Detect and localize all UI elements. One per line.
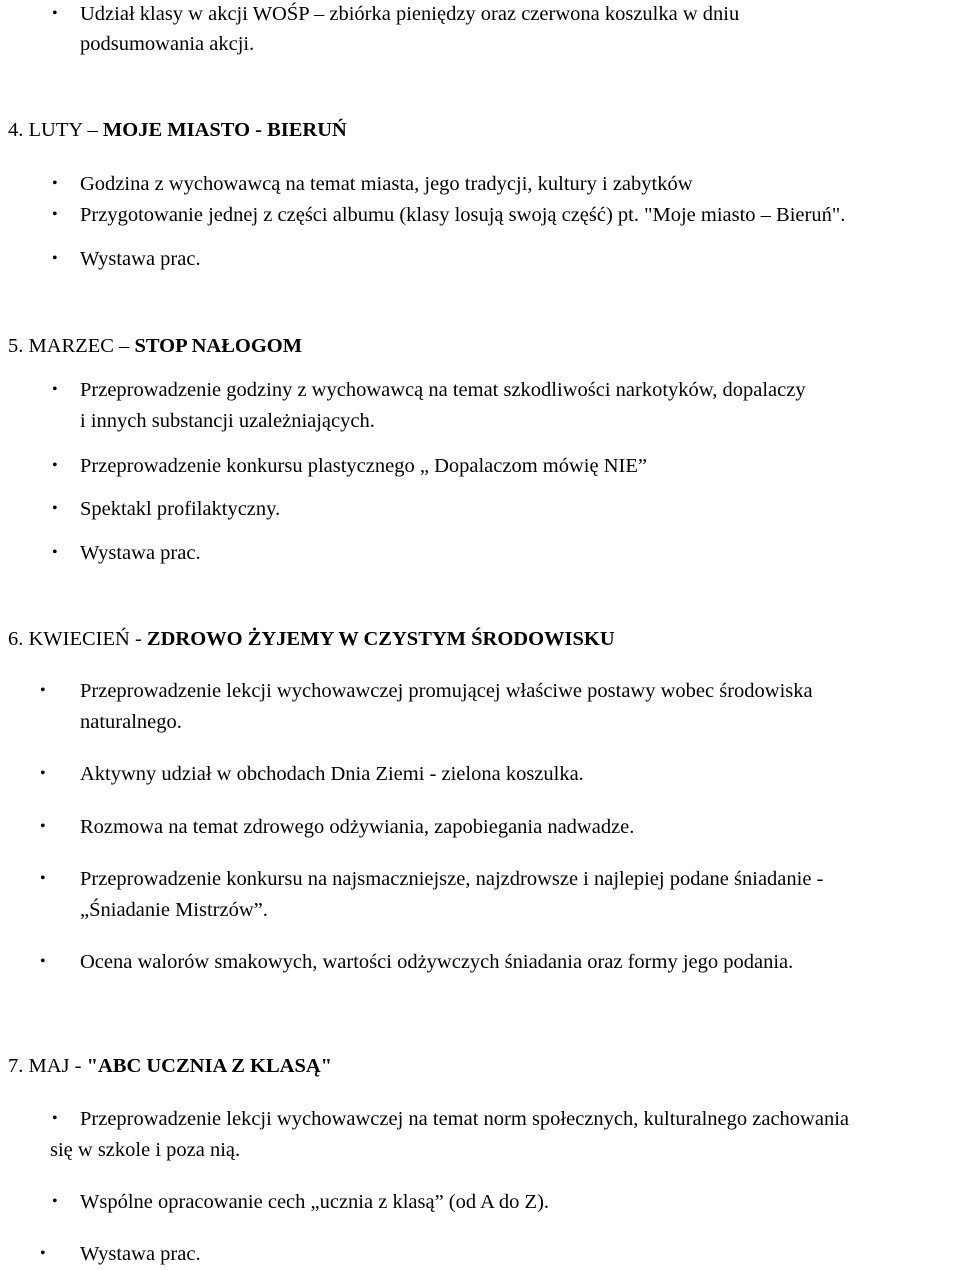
- section-7-item-1-line1: Przeprowadzenie lekcji wychowawczej na temat norm społecznych, kulturalnego zachowania: [80, 1108, 849, 1130]
- section-5-item-1-line2: i innych substancji uzależniających.: [80, 410, 375, 432]
- section-6-title: ZDROWO ŻYJEMY W CZYSTYM ŚRODOWISKU: [146, 628, 615, 650]
- section-5-item: Wystawa prac.: [80, 542, 201, 564]
- section-7-item-3: Wystawa prac.: [80, 1243, 201, 1265]
- section-5-item: Przeprowadzenie konkursu plastycznego „ Dopalaczom mówię NIE”: [80, 455, 647, 477]
- section-7-title: "ABC UCZNIA Z KLASĄ": [86, 1055, 333, 1077]
- intro-item-line1: Udział klasy w akcji WOŚP – zbiórka pieniędzy oraz czerwona koszulka w dniu: [80, 3, 740, 25]
- bullet-icon: •: [52, 1193, 58, 1210]
- bullet-icon: •: [52, 500, 58, 517]
- section-4-item: Wystawa prac.: [80, 248, 201, 270]
- section-5-item: Spektakl profilaktyczny.: [80, 498, 281, 520]
- bullet-icon: •: [52, 381, 58, 398]
- section-6-item-2: Aktywny udział w obchodach Dnia Ziemi - zielona koszulka.: [80, 763, 584, 785]
- section-4-prefix: 4. LUTY –: [8, 119, 103, 141]
- section-4-item: Przygotowanie jednej z części albumu (klasy losują swoją część) pt. "Moje miasto – Bieruń".: [80, 204, 846, 226]
- section-5-item-1-line1: Przeprowadzenie godziny z wychowawcą na temat szkodliwości narkotyków, dopalaczy: [80, 379, 806, 401]
- section-6-item-5: Ocena walorów smakowych, wartości odżywczych śniadania oraz formy jego podania.: [80, 951, 794, 973]
- section-7-item-2: Wspólne opracowanie cech „ucznia z klasą” (od A do Z).: [80, 1191, 550, 1213]
- section-6-item-3: Rozmowa na temat zdrowego odżywiania, zapobiegania nadwadze.: [80, 816, 635, 838]
- section-4-item: Godzina z wychowawcą na temat miasta, jego tradycji, kultury i zabytków: [80, 173, 693, 195]
- section-5-prefix: 5. MARZEC –: [8, 335, 135, 357]
- section-6-heading: [8, 627, 615, 651]
- bullet-icon: •: [52, 250, 58, 267]
- section-6-item-4-line2: „Śniadanie Mistrzów”.: [80, 899, 268, 921]
- bullet-icon: •: [40, 1245, 46, 1262]
- bullet-icon: •: [40, 870, 46, 887]
- section-6-item-1-line2: naturalnego.: [80, 711, 182, 733]
- intro-item-line2: podsumowania akcji.: [80, 33, 255, 55]
- section-7-prefix: 7. MAJ -: [8, 1055, 87, 1077]
- section-6-item-1-line1: Przeprowadzenie lekcji wychowawczej promującej właściwe postawy wobec środowiska: [80, 680, 813, 702]
- bullet-icon: •: [40, 953, 46, 970]
- bullet-icon: •: [52, 457, 58, 474]
- bullet-icon: •: [52, 5, 58, 22]
- section-4-title: MOJE MIASTO - BIERUŃ: [102, 119, 347, 141]
- bullet-icon: •: [40, 818, 46, 835]
- section-7-item-1-line2: się w szkole i poza nią.: [50, 1139, 241, 1161]
- bullet-icon: •: [52, 206, 58, 223]
- bullet-icon: •: [52, 544, 58, 561]
- bullet-icon: •: [40, 682, 46, 699]
- section-4-heading: [8, 118, 347, 142]
- section-6-prefix: 6. KWIECIEŃ -: [8, 628, 147, 650]
- section-5-heading: [8, 334, 302, 358]
- bullet-icon: •: [40, 765, 46, 782]
- section-7-heading: [8, 1054, 332, 1078]
- section-6-item-4-line1: Przeprowadzenie konkursu na najsmaczniejsze, najzdrowsze i najlepiej podane śniadanie -: [80, 868, 824, 890]
- section-5-title: STOP NAŁOGOM: [134, 335, 303, 357]
- bullet-icon: •: [52, 1110, 58, 1127]
- bullet-icon: •: [52, 175, 58, 192]
